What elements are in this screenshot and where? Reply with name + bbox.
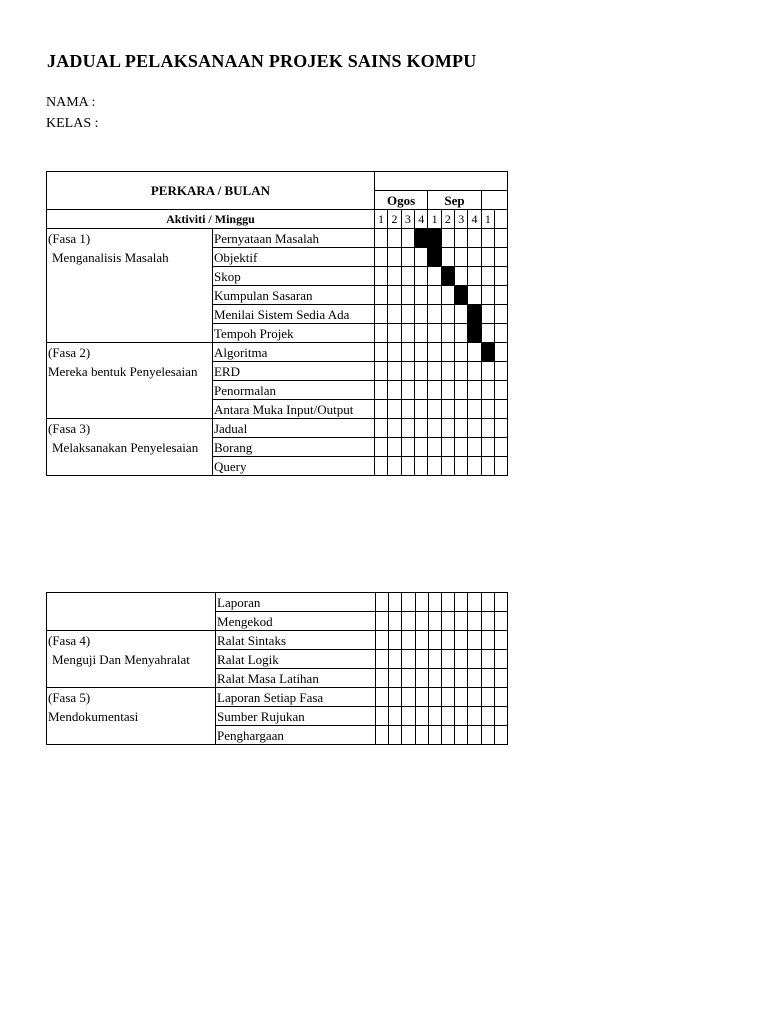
aktiviti-minggu-header: Aktiviti / Minggu: [47, 210, 375, 229]
nama-label: NAMA :: [46, 95, 96, 110]
fasa-label: (Fasa 2): [48, 345, 91, 360]
activity-cell: Algoritma: [212, 343, 374, 362]
activity-cell: Ralat Sintaks: [216, 631, 376, 650]
fasa-name: Mereka bentuk Penyelesaian: [48, 364, 198, 379]
activity-cell: Skop: [212, 267, 374, 286]
activity-cell: Tempoh Projek: [212, 324, 374, 343]
gantt-bar: [481, 343, 494, 362]
fasa-5-cell: [47, 688, 216, 745]
activity-cell: Pernyataan Masalah: [212, 229, 374, 248]
week-number: 1: [481, 210, 494, 229]
activity-cell: Antara Muka Input/Output: [212, 400, 374, 419]
week-number: 1: [374, 210, 387, 229]
activity-cell: Laporan Setiap Fasa: [216, 688, 376, 707]
gantt-bar: [441, 267, 454, 286]
fasa-4-cell: [47, 631, 216, 688]
week-number: 4: [468, 210, 481, 229]
week-number: 2: [388, 210, 401, 229]
fasa-name: Mendokumentasi: [48, 709, 139, 724]
month-next: [481, 191, 507, 210]
gantt-bar: [428, 248, 441, 267]
fasa-label: (Fasa 5): [48, 690, 91, 705]
month-bar-top: [374, 172, 507, 191]
gantt-bar: [468, 324, 481, 343]
activity-cell: ERD: [212, 362, 374, 381]
month-sep: Sep: [428, 191, 481, 210]
week-number: 1: [428, 210, 441, 229]
activity-cell: Penghargaan: [216, 726, 376, 745]
perkara-header: PERKARA / BULAN: [47, 172, 375, 210]
activity-cell: Borang: [212, 438, 374, 457]
fasa-3-continued-cell: [47, 593, 216, 631]
gantt-bar: [468, 305, 481, 324]
activity-cell: Query: [212, 457, 374, 476]
activity-cell: Menilai Sistem Sedia Ada: [212, 305, 374, 324]
schedule-table-top: [46, 171, 508, 476]
fasa-name: Menganalisis Masalah: [52, 250, 169, 265]
gantt-bar: [455, 286, 468, 305]
gantt-bar: [428, 229, 441, 248]
fasa-label: (Fasa 1): [48, 231, 91, 246]
week-number: 3: [401, 210, 414, 229]
month-ogos: Ogos: [374, 191, 428, 210]
document-title: JADUAL PELAKSANAAN PROJEK SAINS KOMPU: [47, 51, 477, 71]
activity-cell: Kumpulan Sasaran: [212, 286, 374, 305]
schedule-table: [46, 171, 508, 476]
activity-cell: Laporan: [216, 593, 376, 612]
schedule-table-bottom: [46, 592, 508, 745]
fasa-2-cell: [47, 343, 213, 419]
activity-cell: Mengekod: [216, 612, 376, 631]
activity-cell: Ralat Masa Latihan: [216, 669, 376, 688]
fasa-1-cell: [47, 229, 213, 343]
activity-cell: Ralat Logik: [216, 650, 376, 669]
fasa-label: (Fasa 3): [48, 421, 91, 436]
week-number: [494, 210, 507, 229]
week-number: 3: [455, 210, 468, 229]
fasa-name: Menguji Dan Menyahralat: [52, 652, 190, 667]
week-number: 2: [441, 210, 454, 229]
week-number: 4: [415, 210, 428, 229]
fasa-name: Melaksanakan Penyelesaian: [52, 440, 199, 455]
activity-cell: Penormalan: [212, 381, 374, 400]
gantt-bar: [415, 229, 428, 248]
fasa-label: (Fasa 4): [48, 633, 91, 648]
activity-cell: Sumber Rujukan: [216, 707, 376, 726]
activity-cell: Jadual: [212, 419, 374, 438]
schedule-table-continued: [46, 592, 508, 745]
kelas-label: KELAS :: [46, 116, 99, 131]
activity-cell: Objektif: [212, 248, 374, 267]
fasa-3-cell: [47, 419, 213, 476]
